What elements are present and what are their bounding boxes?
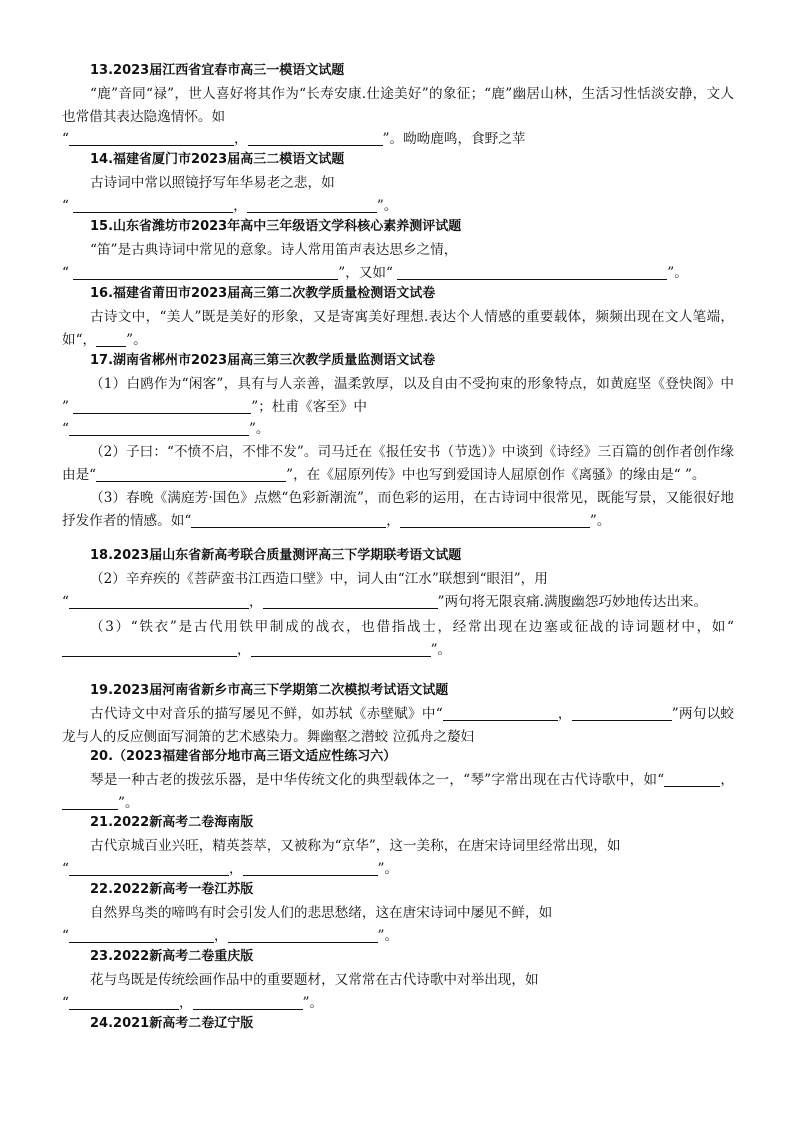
question-heading: 14.福建省厦门市2023届高三二模语文试题 <box>90 152 345 167</box>
answer-blank[interactable] <box>62 641 237 657</box>
answer-blank[interactable] <box>248 130 383 146</box>
question-13 <box>62 60 734 151</box>
question-19: 19.2023届河南省新乡市高三下学期第二次模拟考试语文试题 古代诗文中对音乐的描写屡见不鲜，如苏轼《赤壁赋》中“ ， ”两句以蛟龙与人的反应侧面写洞箫的艺术感染力。舞幽壑之潜蛟 泣孤舟之嫠妇 <box>62 680 734 748</box>
answer-blank[interactable] <box>228 927 378 943</box>
question-text: “鹿”音同“禄”，世人喜好将其作为“长寿安康.仕途美好”的象征；“鹿”幽居山林，生活习性恬淡安静，文人也常借其表达隐逸情怀。如 <box>62 85 734 125</box>
question-22 <box>62 879 734 947</box>
question-heading: 19.2023届河南省新乡市高三下学期第二次模拟考试语文试题 <box>90 683 449 698</box>
answer-blank[interactable] <box>69 994 179 1010</box>
answer-blank[interactable] <box>73 398 251 414</box>
question-heading: 24.2021新高考二卷辽宁版 <box>90 1016 254 1031</box>
answer-blank[interactable] <box>664 771 720 787</box>
question-text: 古代诗文中对音乐的描写屡见不鲜，如苏轼《赤壁赋》中“ <box>90 705 443 722</box>
answer-blank[interactable] <box>69 130 234 146</box>
question-heading: 15.山东省潍坊市2023年高中三年级语文学科核心素养测评试题 <box>90 219 462 234</box>
question-text: 琴是一种古老的拨弦乐器，是中华传统文化的典型载体之一，“琴”字常出现在古代诗歌中，如“ <box>90 771 665 788</box>
answer-blank[interactable] <box>69 593 249 609</box>
answer-line: “ ， ”。 <box>62 994 324 1011</box>
answer-line: “ ”。 <box>62 421 270 438</box>
question-20: 20.（2023福建省部分地市高三语文适应性练习六） 琴是一种古老的拨弦乐器，是中华传统文化的典型载体之一，“琴”字常出现在古代诗歌中，如“ ，”。 <box>62 746 734 814</box>
answer-line: “ ， ”。呦呦鹿鸣，食野之苹 <box>62 131 526 148</box>
answer-blank[interactable] <box>243 860 378 876</box>
question-heading: 16.福建省莆田市2023届高三第二次教学质量检测语文试卷 <box>90 286 436 301</box>
answer-blank[interactable] <box>96 331 126 347</box>
answer-blank[interactable] <box>397 264 667 280</box>
question-14 <box>62 149 734 217</box>
question-21 <box>62 812 734 880</box>
question-16: 16.福建省莆田市2023届高三第二次教学质量检测语文试卷 古诗文中，“美人”既是美好的形象，又是寄寓美好理想.表达个人情感的重要载体，频频出现在文人笔端，如“， ”。 <box>62 283 734 351</box>
answer-blank[interactable] <box>443 705 558 721</box>
question-text: “笛”是古典诗词中常见的意象。诗人常用笛声表达思乡之情， <box>90 241 458 258</box>
answer-line: “ ， ”。 <box>62 927 399 944</box>
question-heading: 18.2023届山东省新高考联合质量测评高三下学期联考语文试题 <box>90 548 462 563</box>
answer-blank[interactable] <box>263 593 438 609</box>
question-17: 17.湖南省郴州市2023届高三第三次教学质量监测语文试卷 （1）白鸥作为“闲客”，具有与人亲善，温柔敦厚，以及自由不受拘束的形象特点，如黄庭坚《登快阁》中 ” ”；杜甫《客至》中 “ ”。 （2）子曰：“不愤不启，不悱不发”。司马迁在《报任安书（节选）》中谈到《诗经》三百篇的创作者创作缘由是“ ”，在《屈原列传》中也写到爱国诗人屈原创作《离骚》的缘由是“ ”。 （3）春晚《满庭芳·国色》点燃“色彩新潮流”，而色彩的运用，在古诗词中很常见，既能写景，又能很好地抒发作者的情感。如“ ， ”。 <box>62 350 734 532</box>
answer-blank[interactable] <box>400 512 590 528</box>
question-15 <box>62 216 734 284</box>
question-heading: 20.（2023福建省部分地市高三语文适应性练习六） <box>90 749 397 764</box>
question-24 <box>62 1013 734 1036</box>
answer-line: “ ， ”。 <box>62 197 398 214</box>
answer-blank[interactable] <box>69 860 229 876</box>
answer-blank[interactable] <box>73 197 233 213</box>
answer-blank[interactable] <box>69 927 214 943</box>
question-heading: 13.2023届江西省宜春市高三一模语文试题 <box>90 63 345 78</box>
answer-line: “ ， ”。 <box>62 860 399 877</box>
question-heading: 17.湖南省郴州市2023届高三第三次教学质量监测语文试卷 <box>90 353 436 368</box>
question-text: 古代京城百业兴旺，精英荟萃，又被称为“京华”，这一美称，在唐宋诗词里经常出现，如 <box>90 837 621 854</box>
answer-blank[interactable] <box>62 794 118 810</box>
sub-question-2: （2）辛弃疾的《菩萨蛮书江西造口壁》中，词人由“江水”联想到“眼泪”，用 <box>90 570 548 587</box>
answer-blank[interactable] <box>572 705 672 721</box>
sub-question-1: （1）白鸥作为“闲客”，具有与人亲善，温柔敦厚，以及自由不受拘束的形象特点，如黄庭坚《登快阁》中 ” <box>62 375 734 415</box>
sub-question-3: （3）“铁衣”是古代用铁甲制成的战衣，也借指战士，经常出现在边塞或征战的诗词题材中，如“ <box>90 619 734 636</box>
sub-question-2: （2）子曰：“不愤不启，不悱不发”。司马迁在《报任安书（节选）》中谈到《诗经》三百篇的创作者创作缘由是“ <box>62 444 734 483</box>
question-text: 花与鸟既是传统绘画作品中的重要题材，又常常在古代诗歌中对举出现，如 <box>90 971 539 988</box>
answer-blank[interactable] <box>247 197 377 213</box>
answer-blank[interactable] <box>193 994 303 1010</box>
answer-blank[interactable] <box>69 420 249 436</box>
question-text: 古诗文中，“美人”既是美好的形象，又是寄寓美好理想.表达个人情感的重要载体，频频出现在文人笔端，如“， <box>62 308 734 348</box>
answer-blank[interactable] <box>251 641 431 657</box>
sub-question-3: （3）春晚《满庭芳·国色》点燃“色彩新潮流”，而色彩的运用，在古诗词中很常见，既能写景，又能很好地抒发作者的情感。如“ <box>62 489 734 529</box>
question-heading: 21.2022新高考二卷海南版 <box>90 815 254 830</box>
question-23 <box>62 946 734 1014</box>
question-text: 自然界鸟类的啼鸣有时会引发人们的悲思愁绪，这在唐宋诗词中屡见不鲜，如 <box>90 904 553 921</box>
answer-line: “ ”，又如“ ”。 <box>62 264 688 281</box>
question-18: 18.2023届山东省新高考联合质量测评高三下学期联考语文试题 （2）辛弃疾的《菩萨蛮书江西造口壁》中，词人由“江水”联想到“眼泪”，用 “ ， ”两句将无限哀痛.满腹幽怨巧妙地传达出来。 （3）“铁衣”是古代用铁甲制成的战衣，也借指战士，经常出现在边塞或征战的诗词题材中，如“， ”。 <box>62 545 734 662</box>
answer-blank[interactable] <box>96 466 286 482</box>
question-heading: 22.2022新高考一卷江苏版 <box>90 882 254 897</box>
answer-blank[interactable] <box>191 512 386 528</box>
question-heading: 23.2022新高考二卷重庆版 <box>90 949 254 964</box>
question-text: 古诗词中常以照镜抒写年华易老之悲，如 <box>90 174 335 191</box>
answer-blank[interactable] <box>73 264 338 280</box>
